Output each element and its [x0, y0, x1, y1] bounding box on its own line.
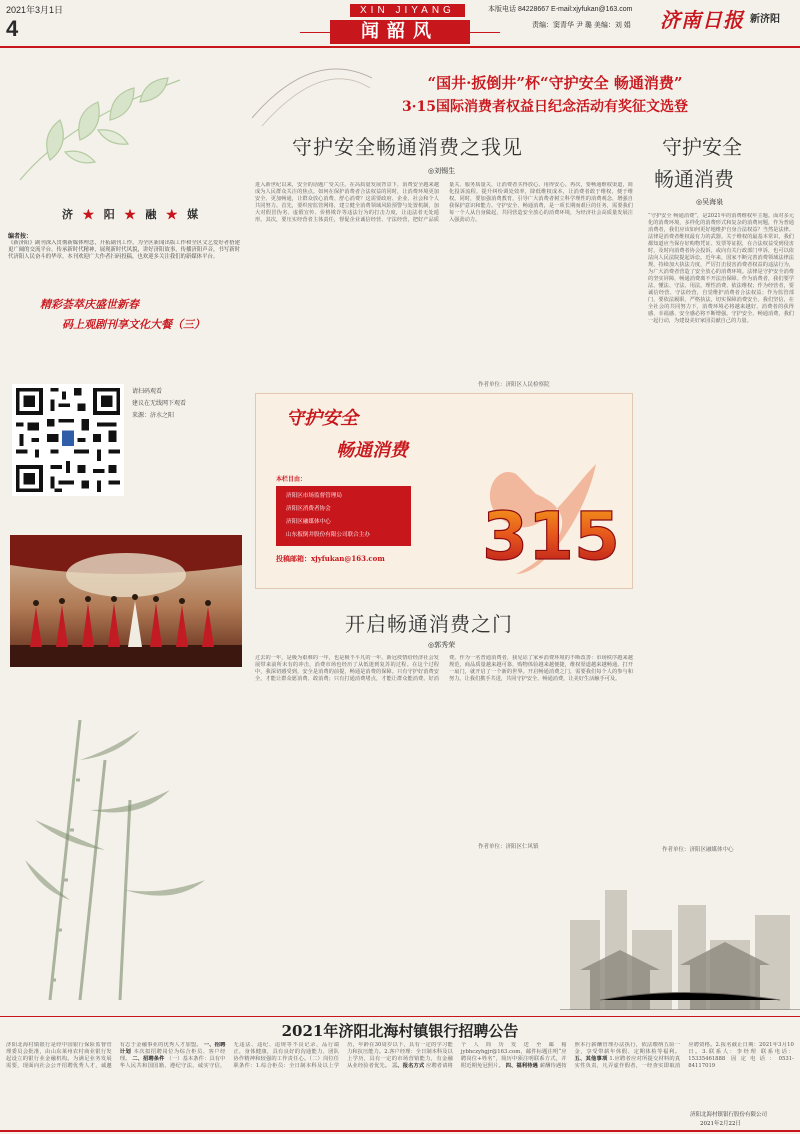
article-title: 守护安全畅通消费之我见: [292, 135, 523, 159]
footer-rule: [0, 1130, 800, 1132]
section-heading: 五、其他事项: [574, 1056, 608, 1062]
article-title: 开启畅通消费之门: [345, 612, 513, 636]
star-icon: ★: [166, 208, 181, 221]
qr-caption: 请扫码观看 建议在无线网下观看 来源：济水之阳: [132, 388, 187, 419]
article-author: ◎吴海泉: [696, 198, 724, 206]
curve-decoration: [252, 58, 372, 128]
issue-date: 2021年3月1日: [6, 5, 64, 15]
page-number: 4: [6, 16, 19, 41]
author-unit: 作者单位：济阳区仁风镇: [478, 844, 539, 850]
sponsor-list: [276, 486, 411, 546]
editor-note-text: 《新济阳》副刊深入贯彻新媒体理念，开拓副刊工作，为全区新闻出版工作和全区文艺爱好者搭建更广阔的交流平台。传承新时代精神，展现新时代风貌，讲好济阳故事，传播济阳声音，书写新时代济阳人民奋斗的华章。本刊欢迎广大作者扫码投稿，也欢迎多关注我们的新媒体平台。: [8, 240, 240, 261]
section-divider: [0, 1016, 800, 1017]
number-315-graphic: [476, 454, 626, 584]
article-title: 守护安全: [662, 135, 742, 159]
jiyang-media-logo: 济 ★ 阳 ★ 融 ★ 媒: [62, 208, 202, 221]
column-name: 闻韶风: [330, 20, 470, 44]
editors-info: 责编：窦青华 尹 璐 美编：刘 娟: [532, 22, 631, 29]
newspaper-masthead: 济南日报: [660, 8, 744, 32]
contact-info: 本版电话 84228667 E-mail:xjyfukan@163.com: [488, 6, 633, 13]
signature-org: 济阳北海村镇银行股份有限公司: [690, 1112, 768, 1118]
author-unit: 作者单位：济阳区人民检察院: [478, 382, 550, 388]
recruitment-body: 济阳北海村镇银行是经中国银行保险监督管理委员会批准，由山东莱州农村商业银行发起设立的银行业金融机构。为满足业务发展需要，现面向社会公开招聘优秀人才，诚邀有志于金融事业的优秀人才加盟。 一、招聘计划 本次拟招聘岗位为综合柜员、客户经理。 二、招聘条件 （一）基本条件：具有中华人民共和国国籍，遵纪守法，诚实守信，无违法、违纪、违规等不良记录，品行端正，身体健康，具有良好的沟通能力、团队协作精神和较强的工作责任心。（二）岗位任职条件：1.综合柜员：全日制本科及以上学历，年龄在30周岁以下，具有一定的学习能力和抗压能力。2.客户经理：全日制本科及以上学历，具有一定的市场营销能力，有金融从业经验者优先。 三、报名方式 应聘者请将个人简历发送至邮箱jybhczyhgjr@163.com，邮件标题注明“应聘岗位+姓名”，简历中须注明联系方式，并附近期免冠照片。 四、福利待遇 薪酬待遇按照本行薪酬管理办法执行，依法缴纳五险一金，享受带薪年休假、定期体检等福利。 五、其他事项 1.应聘者应对所提交材料的真实性负责，凡弄虚作假者，一经查实即取消应聘资格。2.报名截止日期：2021年3月10日。3.联系人：李经理 联系电话：15335461888 固定电话：0531-84117019: [6, 1042, 794, 1069]
header-rule: [0, 46, 800, 48]
section-heading: 三、报名方式: [391, 1063, 425, 1069]
article-author: ◎刘锡生: [428, 167, 456, 175]
poster-title-line1: 守护安全: [286, 408, 358, 429]
editor-note-label: 编者按：: [8, 233, 33, 240]
article-author: ◎郭秀荣: [428, 641, 456, 649]
article-body: 进入新世纪以来，安全的话题广受关注。在高质量发展背景下，消费安全越来越成为人民群众关注的焦点。如何在保护消费者合法权益的同时，让消费环境更加安全、更加畅通，让群众放心消费、舒心消费？这需要政府、企业、社会和个人共同努力。首先，要织密监管网络，建立健全消费领域风险预警与处置机制，加大对假冒伪劣、虚假宣传、价格欺诈等违法行为的打击力度，让违法者无处遁形。其次，要压实经营者主体责任，督促企业诚信经营、守法经营，把好产品质量关、服务质量关，让消费者买得放心、用得安心。再次，要畅通维权渠道，简化投诉流程，提升纠纷调处效率，降低维权成本，让消费者敢于维权、便于维权。同时，要加强消费教育，引导广大消费者树立科学理性的消费观念，增强自我保护意识和能力。守护安全、畅通消费，是一项长期而艰巨的任务，需要我们每一个人从自身做起，共同营造安全放心的消费环境，为经济社会高质量发展注入强劲动力。: [255, 182, 633, 223]
author-unit: 作者单位：济阳区融媒体中心: [662, 847, 734, 853]
edition-name: 新济阳: [750, 14, 780, 25]
submission-email[interactable]: 投稿邮箱：xjyfukan@163.com: [276, 554, 385, 563]
section-heading: 二、招聘条件: [132, 1056, 165, 1062]
qr-code[interactable]: [12, 384, 124, 496]
star-icon: ★: [124, 208, 139, 221]
sponsor-item: 山东扳倒井股份有限公司联合主办: [286, 532, 370, 538]
signature-date: 2021年2月22日: [700, 1121, 741, 1127]
star-icon: ★: [82, 208, 97, 221]
section-heading: 四、福利待遇: [505, 1063, 538, 1069]
sponsor-item: 济阳区市场监督管理局: [286, 493, 342, 499]
skyline-illustration: [560, 850, 800, 1010]
recruitment-title: 2021年济阳北海村镇银行招聘公告: [281, 1022, 519, 1040]
article-body: “守护安全 畅通消费”，是2021年的消费维权年主题。面对多元化的消费环境，多样化的消费形式和复杂的消费问题，作为普通消费者，我们应该如何更好地维护自身合法权益？当然是法律。法律是消费者维权最有力的武器。关于维权的最基本常识，我们都知道应当保存好购物凭证、发票等证据，在合法权益受到侵害时，及时向消费者协会投诉，或向有关行政部门申诉，也可以依法向人民法院提起诉讼。近年来，国家不断完善消费领域法律法规，持续加大执法力度，严厉打击侵害消费者权益的违法行为，为广大消费者营造了安全放心的消费环境。法律是守护安全消费的坚实屏障，畅通消费离不开法治保障。作为消费者，我们要学法、懂法、守法、用法，理性消费、依法维权；作为经营者，要诚信经营、守法经营，自觉维护消费者合法权益；作为监管部门，要依法履职、严格执法，切实保障消费安全。我们坚信，在全社会的共同努力下，消费环境必将越来越好，消费者的获得感、幸福感、安全感必将不断增强。守护安全，畅通消费，我们一起行动，为建设美好家园贡献自己的力量。: [648, 213, 794, 324]
event-poster: [255, 393, 633, 589]
sponsor-item: 济阳区消费者协会: [286, 506, 331, 512]
sponsor-heading: 本栏目由：: [276, 476, 307, 483]
contest-subtitle: 3·15国际消费者权益日纪念活动有奖征文选登: [401, 99, 689, 115]
section-heading: 一、招聘计划: [119, 1042, 226, 1055]
leaf-decoration: [10, 60, 190, 190]
feature-subheadline: 码上观剧刊享文化大餐（三）: [62, 318, 205, 331]
poster-title-line2: 畅通消费: [336, 440, 408, 461]
article-title-line2: 畅通消费: [654, 167, 734, 191]
article-body: 过去的一年，是极为艰难的一年，也是极不平凡的一年。新冠疫情给经济社会发展带来前所未有的冲击，消费市场也经历了从低迷到复苏的过程。在这个过程中，我深切感受到，安全是消费的前提，畅通是消费的保障。只有守护好消费安全，才能让群众愿消费、敢消费；只有打通消费堵点，才能让群众能消费、好消费。作为一名普通消费者，我见证了家乡消费环境的不断改善：市场秩序越来越规范，商品质量越来越可靠，购物体验越来越便捷，维权渠道越来越畅通。打开一扇门，就开启了一个新的世界。开启畅通消费之门，需要我们每个人的参与和努力。让我们携手共进，共同守护安全、畅通消费，让美好生活触手可及。: [255, 655, 633, 682]
sponsor-item: 济阳区融媒体中心: [286, 519, 331, 525]
big-number-315: 315: [482, 498, 620, 575]
stage-performance-photo: [10, 535, 242, 667]
feature-headline: 精彩荟萃庆盛世新春: [40, 298, 139, 311]
column-pinyin: XIN JIYANG: [350, 4, 465, 17]
bamboo-decoration: [20, 700, 240, 1000]
contest-title: “国井·扳倒井”杯“守护安全 畅通消费”: [427, 74, 683, 92]
